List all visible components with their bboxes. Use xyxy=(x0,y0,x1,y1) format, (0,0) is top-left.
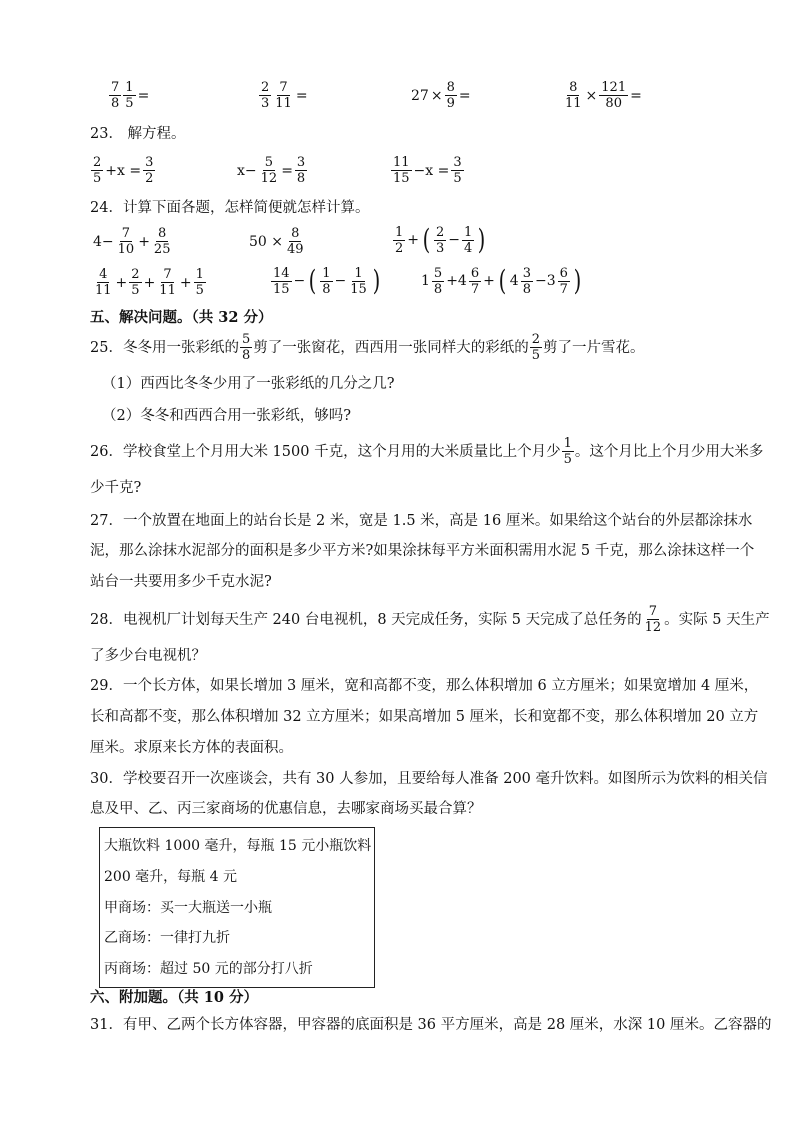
fraction: $\frac{4}{11}$ xyxy=(95,267,112,298)
calc-24-d: $\frac{4}{11}$ + $\frac{2}{5}$ + $\frac{7}{11}$ + $\frac{1}{5}$ xyxy=(95,267,204,298)
drink-info-box xyxy=(99,827,375,988)
fraction: $\frac{2}{3}$ xyxy=(435,224,445,256)
fraction: $\frac{6}{7}$ xyxy=(470,265,480,297)
question-26: 26．学校食堂上个月用大米 1500 千克，这个月用的大米质量比上个月少 $\frac{1}{5}$ 。这个月比上个月少用大米多 xyxy=(90,436,764,467)
question-25-sub-2: （2）冬冬和西西合用一张彩纸，够吗? xyxy=(102,408,351,424)
question-24-title: 24．计算下面各题，怎样简便就怎样计算。 xyxy=(90,200,370,216)
equation-1: $\frac{2}{5}$ +x = $\frac{3}{2}$ xyxy=(93,155,154,186)
fraction: $\frac{5}{8}$ xyxy=(433,265,443,297)
section-5-heading: 五、解决问题。（共 32 分） xyxy=(90,309,273,326)
fraction: $\frac{3}{2}$ xyxy=(145,155,154,186)
question-28-line-2: 了多少台电视机？ xyxy=(90,648,206,664)
box-line-3: 甲商场：买一大瓶送一小瓶 xyxy=(104,900,272,916)
fraction: $\frac{3}{5}$ xyxy=(453,155,462,186)
box-line-4: 乙商场：一律打九折 xyxy=(104,930,230,946)
question-25: 25．冬冬用一张彩纸的 $\frac{5}{8}$ 剪了一张窗花，西西用一张同样大的彩纸的 $\frac{2}{5}$ 剪了一片雪花。 xyxy=(90,332,645,363)
fraction: $\frac{121}{80}$ xyxy=(601,80,627,111)
question-30-line-1: 30．学校要召开一次座谈会，共有 30 人参加，且要给每人准备 200 毫升饮料。如图所示为饮料的相关信 xyxy=(90,771,768,787)
question-27-line-2: 泥，那么涂抹水泥部分的面积是多少平方米?如果涂抹每平方米面积需用水泥 5 千克，那么涂抹这样一个 xyxy=(90,543,755,559)
fraction: $\frac{1}{5}$ xyxy=(125,80,134,111)
fraction: $\frac{8}{25}$ xyxy=(153,226,171,257)
box-line-2: 200 毫升，每瓶 4 元 xyxy=(104,869,237,885)
fraction: $\frac{7}{11}$ xyxy=(275,80,292,111)
fraction: $\frac{7}{12}$ xyxy=(644,604,662,635)
question-25-sub-1: （1）西西比冬冬少用了一张彩纸的几分之几? xyxy=(102,376,395,392)
calc-expression-2: $\frac{2}{3}$ $\frac{7}{11}$ = xyxy=(261,80,308,111)
question-26-line-2: 少千克? xyxy=(90,480,142,496)
question-29-line-3: 厘米。求原来长方体的表面积。 xyxy=(90,740,293,756)
question-23-title: 23． 解方程。 xyxy=(90,126,186,142)
equation-2: x− $\frac{5}{12}$ = $\frac{3}{8}$ xyxy=(237,155,306,186)
fraction: $\frac{2}{3}$ xyxy=(261,80,270,111)
calc-24-c: $\frac{1}{2}$ + ( $\frac{2}{3}$ − $\frac{1}{4}$ ) xyxy=(395,223,486,256)
calc-expression-3: 27 × $\frac{8}{9}$ = xyxy=(411,80,471,111)
question-28: 28．电视机厂计划每天生产 240 台电视机，8 天完成任务，实际 5 天完成了总任务的 $\frac{7}{12}$ 。实际 5 天生产 xyxy=(90,604,770,635)
fraction: $\frac{8}{11}$ xyxy=(565,80,582,111)
fraction: $\frac{6}{7}$ xyxy=(559,265,568,297)
fraction: $\frac{2}{5}$ xyxy=(531,332,541,363)
fraction: $\frac{3}{8}$ xyxy=(296,155,306,186)
fraction: $\frac{8}{9}$ xyxy=(446,80,455,111)
fraction: $\frac{1}{4}$ xyxy=(463,224,473,256)
fraction: $\frac{14}{15}$ xyxy=(273,265,290,297)
calc-expression-1: $\frac{7}{8}$ $\frac{1}{5}$ = xyxy=(111,80,150,111)
fraction: $\frac{11}{15}$ xyxy=(393,155,410,186)
calc-24-e: $\frac{14}{15}$ − ( $\frac{1}{8}$ − $\frac{1}{15}$ ) xyxy=(273,264,381,297)
calc-24-b: 50 × $\frac{8}{49}$ xyxy=(249,226,304,257)
fraction: $\frac{5}{12}$ xyxy=(260,155,278,186)
fraction: $\frac{2}{5}$ xyxy=(131,267,140,298)
fraction: $\frac{1}{5}$ xyxy=(195,267,204,298)
fraction: $\frac{2}{5}$ xyxy=(93,155,102,186)
fraction: $\frac{1}{8}$ xyxy=(322,265,331,297)
question-29-line-1: 29．一个长方体，如果长增加 3 厘米，宽和高都不变，那么体积增加 6 立方厘米；如果宽增加 4 厘米， xyxy=(90,678,759,694)
question-29-line-2: 长和高都不变，那么体积增加 32 立方厘米；如果高增加 5 厘米，长和宽都不变，那么体积增加 20 立方 xyxy=(90,709,759,725)
fraction: $\frac{7}{11}$ xyxy=(159,267,176,298)
fraction: $\frac{7}{10}$ xyxy=(117,226,135,257)
calc-expression-4: $\frac{8}{11}$ × $\frac{121}{80}$ = xyxy=(565,80,642,111)
fraction: $\frac{7}{8}$ xyxy=(111,80,120,111)
question-30-line-2: 息及甲、乙、丙三家商场的优惠信息，去哪家商场买最合算？ xyxy=(90,801,482,817)
fraction: $\frac{3}{8}$ xyxy=(522,265,531,297)
box-line-1: 大瓶饮料 1000 毫升，每瓶 15 元小瓶饮料 xyxy=(104,838,372,854)
fraction: $\frac{1}{15}$ xyxy=(350,265,367,297)
calc-24-a: 4− $\frac{7}{10}$ + $\frac{8}{25}$ xyxy=(93,226,171,257)
question-27-line-1: 27．一个放置在地面上的站台长是 2 米，宽是 1.5 米，高是 16 厘米。如果给这个站台的外层都涂抹水 xyxy=(90,513,753,529)
question-27-line-3: 站台一共要用多少千克水泥? xyxy=(90,574,272,590)
question-31-line-1: 31．有甲、乙两个长方体容器，甲容器的底面积是 36 平方厘米，高是 28 厘米，水深 10 厘米。乙容器的 xyxy=(90,1017,772,1033)
box-line-5: 丙商场：超过 50 元的部分打八折 xyxy=(104,961,313,977)
fraction: $\frac{1}{2}$ xyxy=(395,224,404,256)
equation-3: $\frac{11}{15}$ −x = $\frac{3}{5}$ xyxy=(393,155,462,186)
section-6-heading: 六、附加题。（共 10 分） xyxy=(90,989,259,1006)
fraction: $\frac{8}{49}$ xyxy=(287,226,304,257)
calc-24-f: 1 $\frac{5}{8}$ +4 $\frac{6}{7}$ + ( 4 $\frac{3}{8}$ −3 $\frac{6}{7}$ ) xyxy=(421,264,582,297)
fraction: $\frac{1}{5}$ xyxy=(563,436,572,467)
fraction: $\frac{5}{8}$ xyxy=(241,332,251,363)
